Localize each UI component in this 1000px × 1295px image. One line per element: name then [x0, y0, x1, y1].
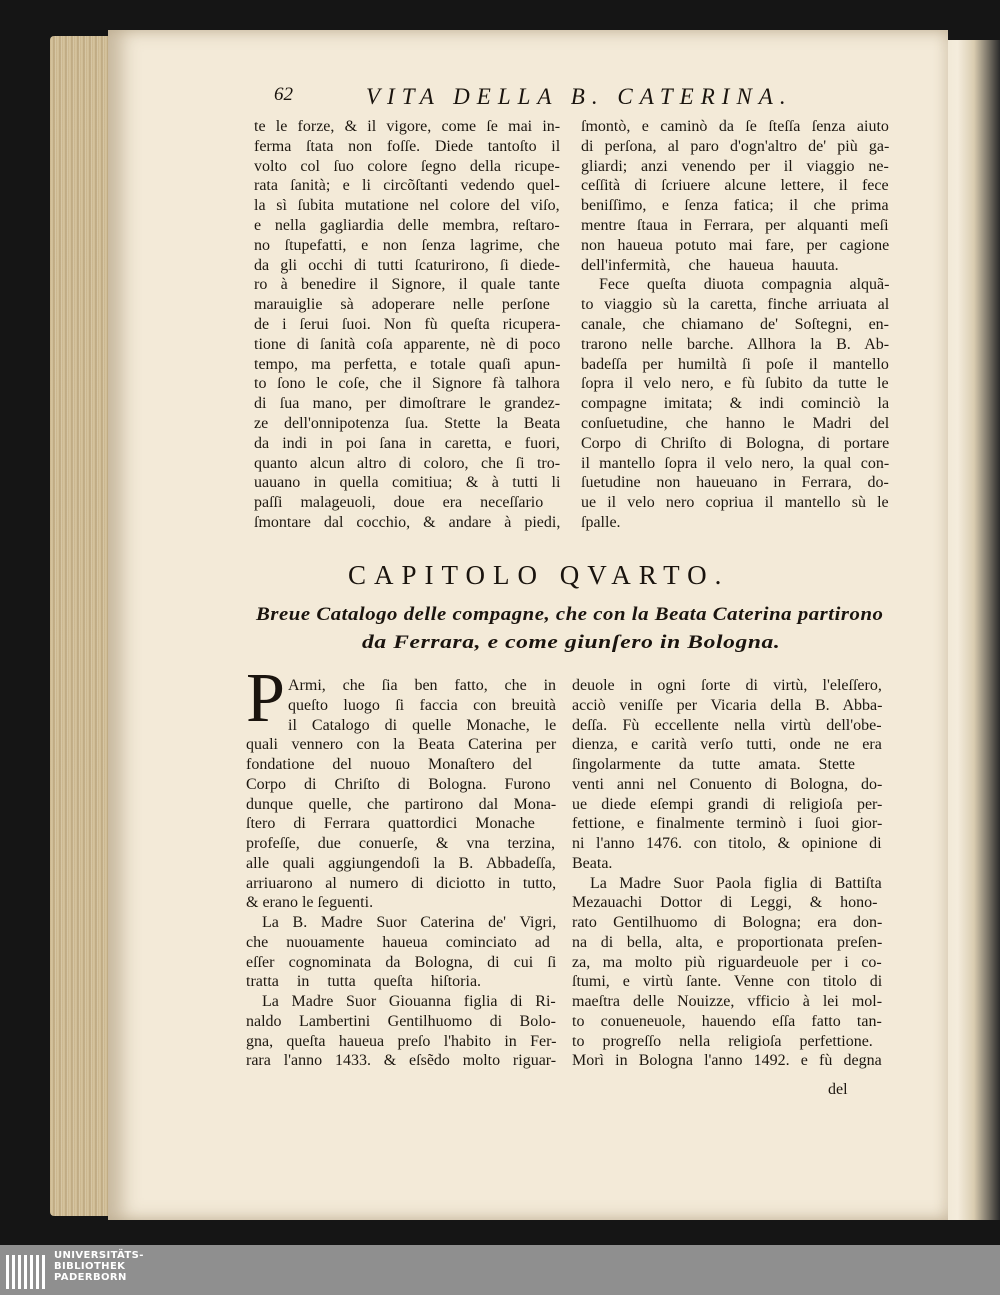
- text-line: canale, che chiamano de' Soſtegni, en-: [581, 316, 889, 333]
- text-line: eſſer cognominata da Bologna, di cui ſi: [246, 953, 557, 971]
- text-line: venti anni nel Conuento di Bologna, do-: [572, 775, 883, 793]
- text-line: rato Gentilhuomo di Bologna; era don-: [572, 914, 883, 931]
- text-line: deuole in ogni ſorte di virtù, l'eleſſero,: [572, 677, 882, 694]
- text-line: conſuetudine, che hanno le Madri del: [581, 415, 890, 432]
- text-line: non haueua potuto mai fare, per cagione: [581, 236, 890, 254]
- text-line: ue il velo nero copriua il mantello sù le: [581, 494, 889, 512]
- text-line: ſopra il velo nero, e fù ſubito da tutte le: [581, 375, 889, 393]
- text-line: ſmontò, e caminò da ſe ſteſſa ſenza aiuto: [581, 118, 889, 135]
- text-line: to ſono le coſe, che il Signore fà talhora: [254, 375, 560, 393]
- text-line: ze dell'onnipotenza ſua. Stette la Beata: [254, 415, 561, 432]
- text-line: e nella gagliardia delle membra, reſtaro-: [254, 217, 560, 234]
- text-line: arriuarono al numero di diciotto in tutto,: [246, 874, 557, 892]
- text-line: Fece queſta diuota compagnia alquã-: [599, 276, 890, 294]
- chapter-title: CAPITOLO QVARTO.: [348, 560, 730, 590]
- catchword: del: [828, 1081, 848, 1098]
- text-line: il mantello ſopra il velo nero, la qual con-: [581, 454, 890, 472]
- text-line: ue diede eſempi grandi di religioſa per-: [572, 795, 883, 813]
- text-line: Mezauachi Dottor di Leggi, & hono-: [572, 894, 878, 912]
- text-line: che nuouamente haueua cominciato ad: [246, 933, 550, 951]
- text-line: La B. Madre Suor Caterina de' Vigri,: [262, 914, 557, 931]
- text-line: Morì in Bologna l'anno 1492. e fù degna: [572, 1052, 882, 1070]
- text-line: naldo Lambertini Gentilhuomo di Bolo-: [246, 1012, 556, 1030]
- text-line: Armi, che ſia ben fatto, che in: [288, 677, 557, 694]
- text-line: tione di ſanità coſa apparente, nè di poco: [254, 335, 561, 353]
- text-line: ni l'anno 1476. con titolo, & opinione di: [572, 835, 882, 852]
- text-line: badeſſa per humiltà ſi poſe il mantello: [581, 355, 889, 373]
- library-name-line-2: BIBLIOTHEK: [54, 1261, 126, 1272]
- text-line: de i ſerui ſuoi. Non fù queſta ricupera-: [254, 316, 561, 333]
- text-line: mentre ſtaua in Ferrara, per alquanti meſi: [581, 217, 889, 234]
- text-line: uauano in quella comitiua; & à tutti li: [254, 474, 561, 492]
- text-line: profeſſe, due conuerſe, & vna terzina,: [246, 835, 555, 852]
- text-line: gliardi; anzi venendo per il viaggio ne-: [581, 157, 889, 175]
- text-line: rara l'anno 1433. & eſsẽdo molto riguar-: [246, 1052, 557, 1070]
- library-logo-icon: [4, 1247, 48, 1293]
- text-line: il Catalogo di quelle Monache, le: [288, 716, 557, 734]
- text-line: ferma ſtata non foſſe. Diede tantoſto il: [254, 137, 561, 155]
- library-name-line-3: PADERBORN: [54, 1272, 127, 1283]
- text-line: dienza, e carità verſo tutti, onde ne era: [572, 736, 882, 754]
- drop-cap: P: [246, 660, 285, 737]
- text-line: ro à benedire il Signore, il quale tante: [254, 276, 560, 294]
- text-line: da indi in poi ſana in caretta, e fuori,: [254, 434, 560, 452]
- text-line: acciò veniſſe per Vicaria della B. Abba-: [572, 696, 883, 714]
- text-line: La Madre Suor Giouanna figlia di Ri-: [262, 993, 556, 1010]
- chapter-subtitle-line-2: da Ferrara, e come giunſero in Bologna.: [362, 632, 781, 653]
- text-line: La Madre Suor Paola figlia di Battiſta: [590, 874, 882, 892]
- text-line: da gli occhi di tutti ſcaturirono, ſi diede-: [254, 256, 560, 274]
- text-line: compagne imitata; & indi cominciò la: [581, 395, 890, 413]
- text-line: to conueneuole, hauendo eſſa fatto tan-: [572, 1012, 882, 1030]
- text-line: tratta in tutta queſta hiſtoria.: [246, 973, 482, 991]
- text-line: di ſua mano, per dimoſtrare le grandez-: [254, 395, 561, 413]
- text-line: ſingolarmente da tutte amata. Stette: [572, 756, 856, 773]
- text-line: fettione, e finalmente terminò i ſuoi gior-: [572, 815, 883, 833]
- text-line: quali vennero con la Beata Caterina per: [246, 736, 557, 754]
- text-line: trarono nelle barche. Allhora la B. Ab-: [581, 335, 890, 353]
- text-line: paſſi malageuoli, doue era neceſſario: [254, 494, 544, 512]
- library-name-line-1: UNIVERSITÄTS-: [54, 1250, 144, 1261]
- text-line: di perſona, al paro d'ogn'altro de' più ga-: [581, 137, 890, 155]
- text-line: ſtumi, e virtù ſante. Venne con titolo di: [572, 973, 883, 991]
- text-line: ceſſità di ſcriuere alcune lettere, il fece: [581, 177, 889, 195]
- text-line: Corpo di Chriſto di Bologna, di portare: [581, 434, 890, 452]
- text-line: ſmontare dal cocchio, & andare à piedi,: [254, 514, 561, 531]
- text-line: te le forze, & il vigore, come ſe mai in-: [254, 118, 561, 135]
- running-head: [274, 84, 802, 110]
- text-line: & erano le ſeguenti.: [246, 894, 374, 912]
- text-line: no ſtupefatti, e non ſenza lagrime, che: [254, 236, 560, 254]
- page-number: 62: [274, 84, 293, 105]
- text-line: volto col ſuo colore ſegno della ricupe-: [254, 157, 560, 175]
- text-line: Beata.: [572, 854, 613, 872]
- text-line: alle quali aggiungendoſi la B. Abbadeſſa,: [246, 854, 556, 872]
- text-line: rata ſanità; e li circõſtanti vedendo quel-: [254, 177, 560, 195]
- running-title: VITA DELLA B. CATERINA.: [366, 84, 793, 109]
- text-line: fondatione del nuouo Monaſtero del: [246, 756, 533, 773]
- text-line: dunque quelle, che partirono dal Mona-: [246, 795, 557, 813]
- text-line: maeſtra delle Nouizze, vfficio à lei mol-: [572, 993, 883, 1010]
- text-line: ſpalle.: [581, 514, 621, 531]
- text-line: dell'infermità, che haueua hauuta.: [581, 256, 839, 274]
- footer-bar: [0, 1245, 1000, 1295]
- text-line: to progreſſo nella religioſa perfettione.: [572, 1032, 873, 1050]
- text-line: ſtero di Ferrara quattordici Monache: [246, 815, 535, 833]
- text-line: quanto alcun altro di coloro, che ſi tro-: [254, 454, 561, 472]
- text-line: tempo, ma perfetta, e totale quaſi apun-: [254, 355, 561, 373]
- text-line: to viaggio sù la caretta, finche arriuata al: [581, 296, 890, 314]
- chapter-subtitle-line-1: Breue Catalogo delle compagne, che con la Beata Caterina partirono: [256, 604, 884, 625]
- text-line: za, ma molto più riguardeuole per i co-: [572, 953, 882, 971]
- text-line: la sì ſubita mutatione nel colore del viſo,: [254, 197, 560, 215]
- text-line: beniſſimo, e ſenza fatica; il che prima: [581, 197, 889, 215]
- text-line: Corpo di Chriſto di Bologna. Furono: [246, 775, 551, 793]
- text-line: queſto luogo ſi faccia con breuità: [288, 696, 557, 714]
- text-line: ſuetudine non haueuano in Ferrara, do-: [581, 474, 889, 492]
- text-line: gna, queſta haueua preſo l'habito in Fer-: [246, 1032, 557, 1050]
- text-line: marauiglie sà adoperare nelle perſone: [254, 296, 550, 314]
- text-line: deſſa. Fù eccellente nella virtù dell'obe-: [572, 716, 882, 734]
- text-line: na di bella, alta, e proportionata preſen-: [572, 933, 883, 951]
